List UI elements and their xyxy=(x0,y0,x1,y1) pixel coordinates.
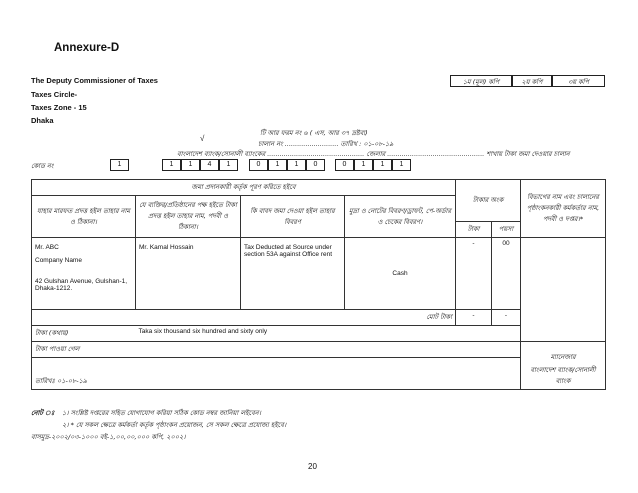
copy-second: ২য় কপি xyxy=(512,75,552,87)
depositor-cell xyxy=(32,238,136,310)
code-digit: 1 xyxy=(162,159,181,171)
note-2: ২। * যে সকল ক্ষেত্রে কর্মকর্তা কর্তৃক পৃষ্ঠাংকন প্রয়োজন, সে সকল ক্ষেত্রে প্রযোজ্য হইবে। xyxy=(62,421,287,429)
note-1: ১। সংশ্লিষ্ট দপ্তরের সহিত যোগাযোগ করিয়া সঠিক কোড নম্বর জানিয়া লইবেন। xyxy=(62,409,261,417)
col-purpose-header: কি বাবদ জমা দেওয়া হইল তাহার বিবরণ xyxy=(241,196,345,238)
total-taka: - xyxy=(456,310,492,326)
person-name: Mr. Kamal Hossain xyxy=(139,244,194,251)
address-line-1: The Deputy Commissioner of Taxes xyxy=(31,76,158,85)
code-digit: 1 xyxy=(373,159,392,171)
total-label: মোট টাকা xyxy=(32,310,456,326)
officer-cell xyxy=(521,238,606,342)
code-digit: 1 xyxy=(268,159,287,171)
person-cell xyxy=(136,238,241,310)
tick-mark: √ xyxy=(200,134,205,143)
header-filled-by: জমা প্রদানকারী কর্তৃক পূরণ করিতে হইবে xyxy=(32,180,456,196)
code-label: কোড নং xyxy=(31,162,54,170)
paisa-value: 00 xyxy=(492,238,521,310)
code-digit: 0 xyxy=(335,159,354,171)
notes-label: নোট ঃ xyxy=(31,409,55,417)
code-digit: 0 xyxy=(249,159,268,171)
depositor-company: Company Name xyxy=(35,257,82,264)
depositor-address: 42 Gulshan Avenue, Gulshan-1, Dhaka-1212. xyxy=(35,278,128,292)
address-line-4: Dhaka xyxy=(31,116,54,125)
manager-cell xyxy=(521,342,606,390)
print-line: বাসমুদ্র-২০০২/০৩-১০০০ বই-১,০০,০০,০০০ কপি, ২০০২। xyxy=(31,433,186,441)
code-digit: 1 xyxy=(392,159,411,171)
in-words-value: Taka six thousand six hundred and sixty only xyxy=(136,326,521,342)
purpose-cell xyxy=(241,238,345,310)
date-label: তারিখঃ ০১-০৮-১৯ xyxy=(32,358,521,390)
copy-third: ৩য় কপি xyxy=(552,75,605,87)
currency-cell: Cash xyxy=(345,238,456,310)
challan-table xyxy=(31,179,606,390)
challan-line: চালান নং .......................... তারিখ : ০১-০৮-১৯ xyxy=(258,140,394,148)
code-digit: 1 xyxy=(110,159,129,171)
taka-value: - xyxy=(456,238,492,310)
code-digit: 0 xyxy=(306,159,325,171)
total-paisa: - xyxy=(492,310,521,326)
col-taka-header: টাকা xyxy=(456,222,492,238)
col-person-header: যে ব্যক্তির/প্রতিষ্ঠানের পক্ষ হইতে টাকা প্রদত্ত হইল তাহার নাম, পদবী ও ঠিকানা। xyxy=(136,196,241,238)
page-number: 20 xyxy=(308,462,317,471)
manager-label: ম্যানেজার xyxy=(550,353,576,361)
address-line-2: Taxes Circle- xyxy=(31,90,78,99)
copy-original: ১ম (মূল) কপি xyxy=(450,75,512,87)
purpose-text: Tax Deducted at Source under section 53A against Office rent xyxy=(244,244,333,258)
manager-bank: বাংলাদেশ ব্যাংক/সোনালী ব্যাংক xyxy=(530,366,596,385)
code-digit: 1 xyxy=(181,159,200,171)
header-amount: টাকার অংক xyxy=(456,180,521,222)
code-digit: 4 xyxy=(200,159,219,171)
received-label: টাকা পাওয়া গেল xyxy=(32,342,521,358)
in-words-label: টাকা (কথায়) xyxy=(32,326,136,342)
bank-line: বাংলাদেশ ব্যাংক/সোনালী ব্যাংকের ............................................... জেলার ............................................... শাখায় টাকা জমা দেওয়ার চালান xyxy=(177,150,570,158)
annexure-title: Annexure-D xyxy=(54,42,120,54)
code-digit: 1 xyxy=(354,159,373,171)
depositor-name: Mr. ABC xyxy=(35,244,59,251)
code-digit: 1 xyxy=(287,159,306,171)
col-currency-header: মুদ্রা ও নোটের বিবরণ/ড্রাফট, পে-অর্ডার ও চেকের বিবরণ। xyxy=(345,196,456,238)
header-officer: বিভাগের নাম এবং চালানের পৃষ্ঠাংকনকারী কর্মকর্তার নাম, পদবী ও দপ্তর।* xyxy=(521,180,606,238)
form-title: টি আর ফরম নং ৬ ( এস, আর ৩৭ দ্রষ্টব্য) xyxy=(260,129,368,137)
col-depositor-header: যাহার মারফত প্রদত্ত হইল তাহার নাম ও ঠিকানা। xyxy=(32,196,136,238)
address-line-3: Taxes Zone - 15 xyxy=(31,103,87,112)
col-paisa-header: পয়সা xyxy=(492,222,521,238)
code-digit: 1 xyxy=(219,159,238,171)
